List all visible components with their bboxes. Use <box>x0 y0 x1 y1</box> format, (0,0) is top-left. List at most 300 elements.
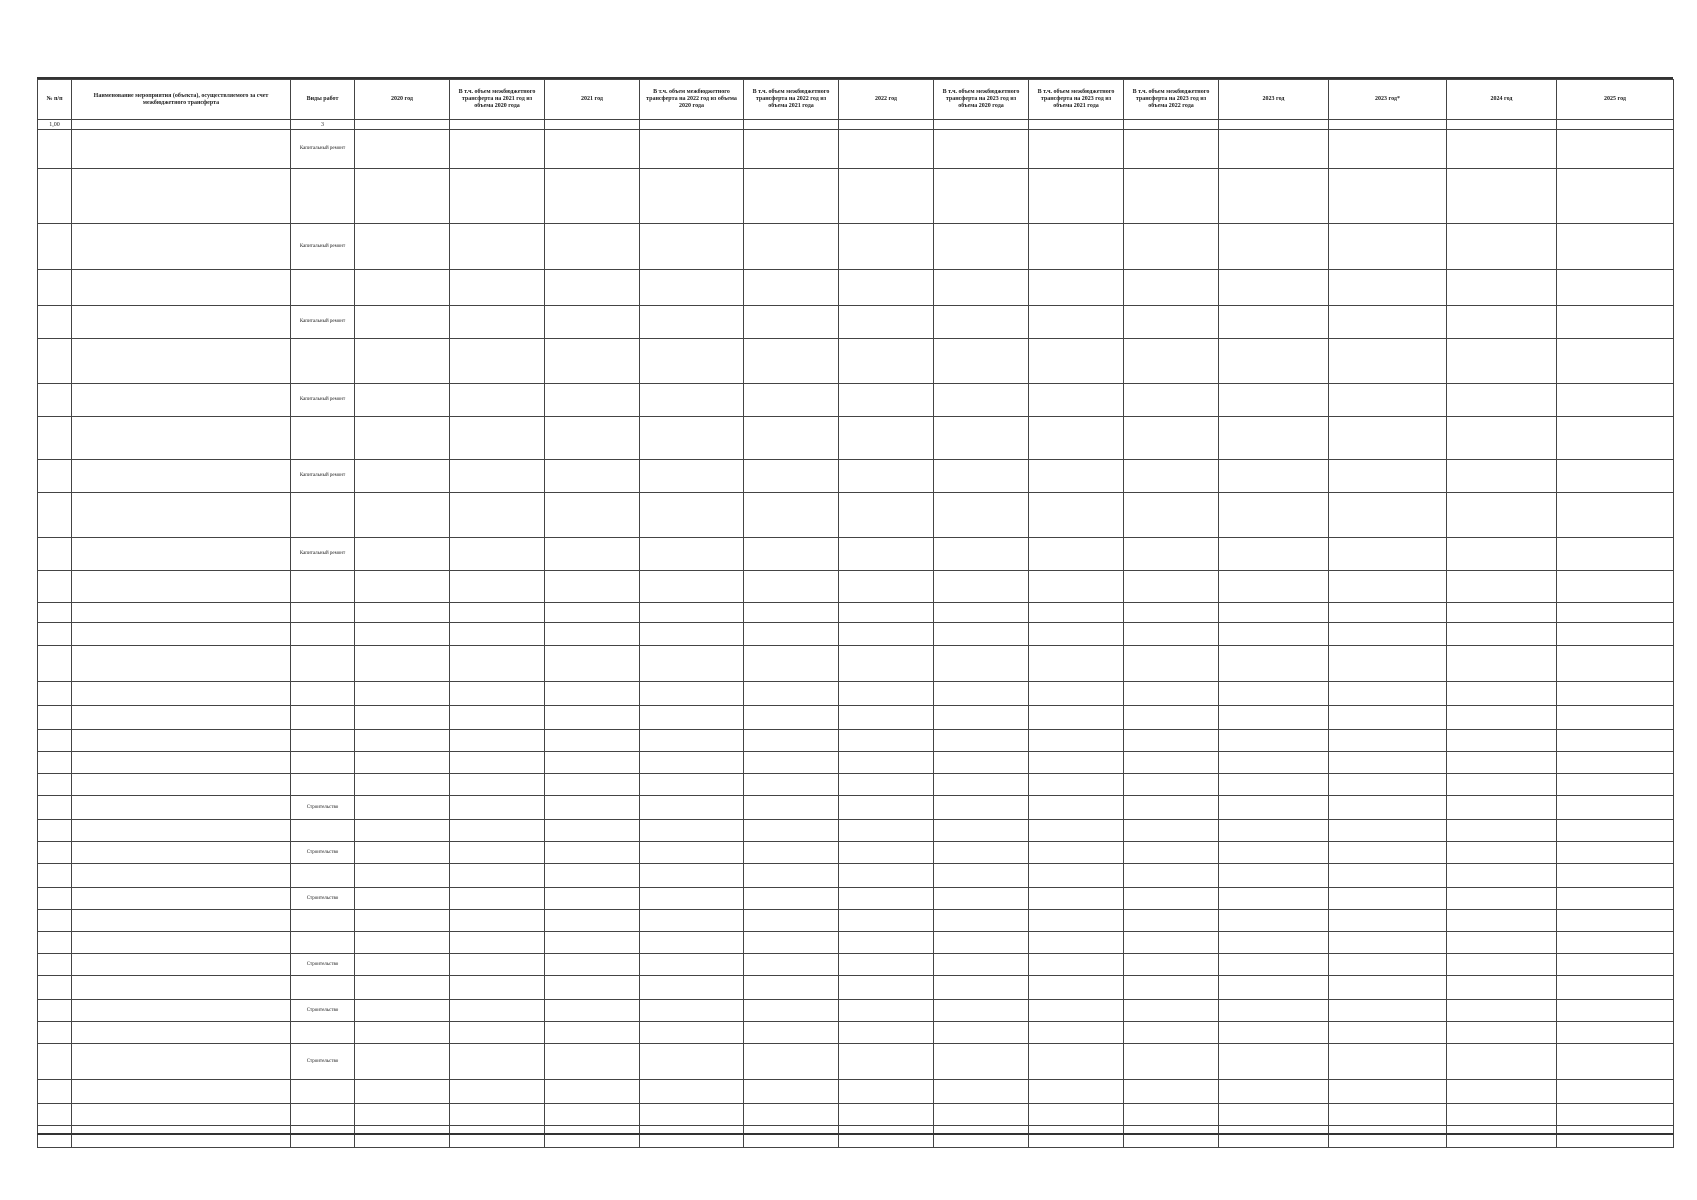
row-value <box>1124 224 1219 270</box>
row-name <box>72 571 291 603</box>
row-value <box>1329 888 1447 910</box>
row-value <box>839 976 934 1000</box>
row-work-type <box>291 1126 355 1148</box>
row-value <box>934 954 1029 976</box>
row-value <box>640 864 744 888</box>
row-value <box>450 603 545 623</box>
row-value <box>450 706 545 730</box>
row-value <box>640 306 744 339</box>
row-value <box>1219 954 1329 976</box>
row-value <box>1124 1022 1219 1044</box>
col-num-header: № п/п <box>38 80 72 120</box>
row-value <box>355 1126 450 1148</box>
row-value <box>450 1044 545 1080</box>
row-value <box>1329 339 1447 384</box>
row-value <box>450 646 545 682</box>
row-value <box>355 842 450 864</box>
row-value <box>1447 1104 1557 1126</box>
row-value <box>839 460 934 493</box>
row-value <box>934 339 1029 384</box>
row-id <box>38 384 72 417</box>
row-value <box>640 888 744 910</box>
row-value <box>1124 1104 1219 1126</box>
row-value <box>1124 954 1219 976</box>
row-value <box>1219 842 1329 864</box>
table-row <box>38 1022 1674 1044</box>
row-value <box>1029 1022 1124 1044</box>
row-value <box>1219 603 1329 623</box>
row-value <box>1447 1000 1557 1022</box>
table-row <box>38 774 1674 796</box>
row-value <box>839 538 934 571</box>
row-name <box>72 1044 291 1080</box>
row-value <box>1557 1044 1674 1080</box>
row-value <box>640 1000 744 1022</box>
table-row <box>38 1126 1674 1148</box>
row-value <box>1447 130 1557 169</box>
row-value <box>640 954 744 976</box>
row-id <box>38 910 72 932</box>
row-value <box>355 384 450 417</box>
row-value <box>934 820 1029 842</box>
row-work-type <box>291 1022 355 1044</box>
row-value <box>1219 1104 1329 1126</box>
row-id <box>38 339 72 384</box>
row-value <box>450 910 545 932</box>
row-value <box>450 1022 545 1044</box>
table-row <box>38 752 1674 774</box>
row-value <box>744 796 839 820</box>
row-value <box>839 169 934 224</box>
row-value <box>1447 864 1557 888</box>
table-row <box>38 888 1674 910</box>
row-value <box>1557 954 1674 976</box>
row-value <box>355 130 450 169</box>
row-value <box>1557 1000 1674 1022</box>
row-id <box>38 954 72 976</box>
table-row <box>38 339 1674 384</box>
row-work-type: Строительство <box>291 842 355 864</box>
row-value <box>1557 682 1674 706</box>
row-value <box>450 752 545 774</box>
row-value <box>1329 130 1447 169</box>
row-work-type <box>291 706 355 730</box>
row-value <box>744 774 839 796</box>
row-work-type: Капитальный ремонт <box>291 384 355 417</box>
row-value <box>744 538 839 571</box>
table-row <box>38 493 1674 538</box>
row-value <box>1219 820 1329 842</box>
row-work-type <box>291 1104 355 1126</box>
row-id <box>38 130 72 169</box>
row-value <box>934 1104 1029 1126</box>
table-row <box>38 306 1674 339</box>
row-value <box>1124 623 1219 646</box>
row-value <box>1124 384 1219 417</box>
row-value <box>450 306 545 339</box>
row-work-type <box>291 339 355 384</box>
row-value <box>1447 796 1557 820</box>
table-row <box>38 603 1674 623</box>
row-value <box>450 864 545 888</box>
row-name <box>72 842 291 864</box>
row-value <box>1124 493 1219 538</box>
row-value <box>1557 571 1674 603</box>
row-value <box>934 493 1029 538</box>
row-id <box>38 888 72 910</box>
row-value <box>640 796 744 820</box>
row-value <box>640 1126 744 1148</box>
table-row <box>38 384 1674 417</box>
row-value <box>744 1022 839 1044</box>
row-work-type: Строительство <box>291 1044 355 1080</box>
row-id <box>38 820 72 842</box>
row-id <box>38 1126 72 1148</box>
row-value <box>1124 1126 1219 1148</box>
row-name <box>72 384 291 417</box>
row-value <box>1219 888 1329 910</box>
row-work-type <box>291 864 355 888</box>
row-value <box>744 417 839 460</box>
row-value <box>1447 571 1557 603</box>
row-work-type <box>291 774 355 796</box>
row-value <box>839 954 934 976</box>
row-value <box>355 646 450 682</box>
row-value <box>1029 169 1124 224</box>
row-id <box>38 270 72 306</box>
row-value <box>640 493 744 538</box>
col-name-header: Наименование мероприятия (объекта), осуществляемого за счет межбюджетного трансферта <box>72 80 291 120</box>
row-value <box>545 1044 640 1080</box>
row-value <box>355 796 450 820</box>
col-2022-header: 2022 год <box>839 80 934 120</box>
row-value <box>1124 888 1219 910</box>
row-work-type: Капитальный ремонт <box>291 306 355 339</box>
col-2024-header: 2024 год <box>1447 80 1557 120</box>
row-value <box>1219 932 1329 954</box>
row-value <box>355 169 450 224</box>
row-value <box>355 706 450 730</box>
row-id <box>38 976 72 1000</box>
row-value <box>1447 169 1557 224</box>
row-value <box>839 603 934 623</box>
row-value <box>545 682 640 706</box>
row-name <box>72 1022 291 1044</box>
row-value <box>744 224 839 270</box>
row-value <box>1329 752 1447 774</box>
row-work-type <box>291 730 355 752</box>
row-value <box>355 864 450 888</box>
row-name <box>72 796 291 820</box>
budget-table <box>37 79 1674 1148</box>
row-name <box>72 730 291 752</box>
row-value <box>1329 603 1447 623</box>
row-work-type <box>291 910 355 932</box>
row-value <box>1557 306 1674 339</box>
row-name <box>72 682 291 706</box>
table-row <box>38 932 1674 954</box>
row-value <box>450 130 545 169</box>
row-value <box>640 623 744 646</box>
row-name <box>72 623 291 646</box>
row-value <box>1329 224 1447 270</box>
row-value <box>545 384 640 417</box>
row-value <box>355 623 450 646</box>
row-value <box>1447 270 1557 306</box>
row-value <box>744 682 839 706</box>
row-value <box>1329 954 1447 976</box>
table-row <box>38 1044 1674 1080</box>
row-value <box>640 1044 744 1080</box>
row-work-type: Строительство <box>291 888 355 910</box>
bottom-rule <box>37 1133 1673 1135</box>
row-value <box>1557 1022 1674 1044</box>
row-value <box>355 1080 450 1104</box>
row-value <box>1029 384 1124 417</box>
row-value <box>1447 910 1557 932</box>
row-value <box>640 820 744 842</box>
row-value <box>839 888 934 910</box>
row-id <box>38 842 72 864</box>
row-id <box>38 224 72 270</box>
row-value <box>450 774 545 796</box>
row-value <box>1219 417 1329 460</box>
table-row <box>38 820 1674 842</box>
row-value <box>934 932 1029 954</box>
row-value <box>839 910 934 932</box>
row-value <box>1557 774 1674 796</box>
row-value <box>934 417 1029 460</box>
row-value <box>1557 752 1674 774</box>
row-value <box>1029 306 1124 339</box>
row-value <box>1219 864 1329 888</box>
row-value <box>1219 1044 1329 1080</box>
row-value <box>545 493 640 538</box>
row-value <box>1124 1080 1219 1104</box>
row-work-type <box>291 752 355 774</box>
row-value <box>1219 306 1329 339</box>
row-work-type <box>291 169 355 224</box>
row-value <box>450 571 545 603</box>
row-value <box>1447 1044 1557 1080</box>
row-value <box>839 224 934 270</box>
row-value <box>355 339 450 384</box>
row-value <box>1219 339 1329 384</box>
row-value <box>1219 774 1329 796</box>
row-value <box>1447 954 1557 976</box>
row-value <box>744 842 839 864</box>
row-value <box>839 774 934 796</box>
row-value <box>640 682 744 706</box>
row-value <box>1447 538 1557 571</box>
row-name <box>72 224 291 270</box>
col-2020-2022-header: В т.ч. объем межбюджетного трансферта на 2022 год из объема 2020 года <box>640 80 744 120</box>
row-value <box>1447 384 1557 417</box>
row-value <box>1029 976 1124 1000</box>
row-value <box>355 1104 450 1126</box>
row-value <box>1447 1126 1557 1148</box>
row-id <box>38 460 72 493</box>
row-value <box>839 306 934 339</box>
row-value <box>545 1000 640 1022</box>
row-value <box>1219 224 1329 270</box>
row-value <box>1447 306 1557 339</box>
row-id <box>38 682 72 706</box>
col-number-3: 3 <box>291 120 355 130</box>
row-value <box>744 864 839 888</box>
row-work-type: Капитальный ремонт <box>291 538 355 571</box>
row-value <box>934 888 1029 910</box>
row-value <box>1219 706 1329 730</box>
row-value <box>1447 730 1557 752</box>
row-value <box>1219 1000 1329 1022</box>
table-row <box>38 571 1674 603</box>
row-value <box>1557 730 1674 752</box>
row-value <box>839 270 934 306</box>
row-value <box>1219 1022 1329 1044</box>
row-value <box>839 339 934 384</box>
row-value <box>934 130 1029 169</box>
row-value <box>355 954 450 976</box>
row-value <box>744 752 839 774</box>
row-value <box>1029 538 1124 571</box>
row-value <box>1329 706 1447 730</box>
row-value <box>1029 730 1124 752</box>
row-value <box>1447 820 1557 842</box>
row-value <box>839 932 934 954</box>
row-value <box>450 493 545 538</box>
row-value <box>1329 842 1447 864</box>
row-value <box>934 646 1029 682</box>
table-row <box>38 646 1674 682</box>
row-value <box>355 306 450 339</box>
row-value <box>1124 752 1219 774</box>
row-value <box>1219 1126 1329 1148</box>
row-id <box>38 1044 72 1080</box>
row-value <box>1124 842 1219 864</box>
row-id <box>38 1104 72 1126</box>
row-value <box>450 682 545 706</box>
table-row <box>38 538 1674 571</box>
row-value <box>1029 603 1124 623</box>
row-value <box>1557 1080 1674 1104</box>
row-value <box>450 224 545 270</box>
row-value <box>640 169 744 224</box>
row-value <box>1029 646 1124 682</box>
row-name <box>72 169 291 224</box>
row-value <box>545 932 640 954</box>
row-value <box>1124 538 1219 571</box>
row-name <box>72 774 291 796</box>
row-value <box>1329 646 1447 682</box>
row-work-type: Капитальный ремонт <box>291 460 355 493</box>
row-value <box>1029 493 1124 538</box>
row-value <box>839 1022 934 1044</box>
row-work-type: Строительство <box>291 954 355 976</box>
row-value <box>934 864 1029 888</box>
row-id <box>38 646 72 682</box>
row-value <box>450 842 545 864</box>
row-value <box>545 1080 640 1104</box>
row-value <box>1447 1080 1557 1104</box>
row-value <box>1029 796 1124 820</box>
row-value <box>450 538 545 571</box>
row-value <box>1029 954 1124 976</box>
row-value <box>545 1022 640 1044</box>
row-value <box>1557 493 1674 538</box>
row-value <box>744 493 839 538</box>
row-value <box>1557 1104 1674 1126</box>
row-value <box>355 270 450 306</box>
col-2021-2023-header: В т.ч. объем межбюджетного трансферта на 2023 год из объема 2021 года <box>1029 80 1124 120</box>
row-value <box>1447 1022 1557 1044</box>
row-value <box>1029 888 1124 910</box>
row-value <box>1329 1126 1447 1148</box>
row-id <box>38 571 72 603</box>
row-value <box>545 1104 640 1126</box>
row-value <box>744 306 839 339</box>
row-value <box>1557 384 1674 417</box>
row-value <box>1029 864 1124 888</box>
row-work-type: Капитальный ремонт <box>291 224 355 270</box>
col-2025-header: 2025 год <box>1557 80 1674 120</box>
row-value <box>1219 169 1329 224</box>
row-name <box>72 752 291 774</box>
row-value <box>1219 493 1329 538</box>
row-value <box>1124 730 1219 752</box>
row-name <box>72 646 291 682</box>
row-value <box>839 1126 934 1148</box>
row-value <box>640 224 744 270</box>
row-value <box>355 932 450 954</box>
row-value <box>1557 864 1674 888</box>
row-value <box>450 820 545 842</box>
row-value <box>1447 842 1557 864</box>
row-value <box>744 646 839 682</box>
table-row <box>38 623 1674 646</box>
row-value <box>545 270 640 306</box>
row-value <box>934 1080 1029 1104</box>
row-value <box>640 270 744 306</box>
row-name <box>72 706 291 730</box>
row-value <box>640 571 744 603</box>
row-name <box>72 976 291 1000</box>
row-value <box>744 1000 839 1022</box>
row-value <box>545 1126 640 1148</box>
row-work-type <box>291 417 355 460</box>
row-value <box>1029 774 1124 796</box>
row-id <box>38 752 72 774</box>
col-2021-header: 2021 год <box>545 80 640 120</box>
row-value <box>355 682 450 706</box>
row-value <box>545 417 640 460</box>
table-row <box>38 682 1674 706</box>
row-value <box>545 976 640 1000</box>
row-value <box>450 888 545 910</box>
table-row <box>38 1080 1674 1104</box>
row-value <box>545 130 640 169</box>
row-value <box>355 730 450 752</box>
row-name <box>72 932 291 954</box>
row-value <box>744 571 839 603</box>
col-2020-2021-header: В т.ч. объем межбюджетного трансферта на 2021 год из объема 2020 года <box>450 80 545 120</box>
row-value <box>1557 646 1674 682</box>
row-value <box>1124 864 1219 888</box>
row-value <box>839 752 934 774</box>
row-value <box>1124 820 1219 842</box>
row-value <box>1557 270 1674 306</box>
row-value <box>744 1080 839 1104</box>
